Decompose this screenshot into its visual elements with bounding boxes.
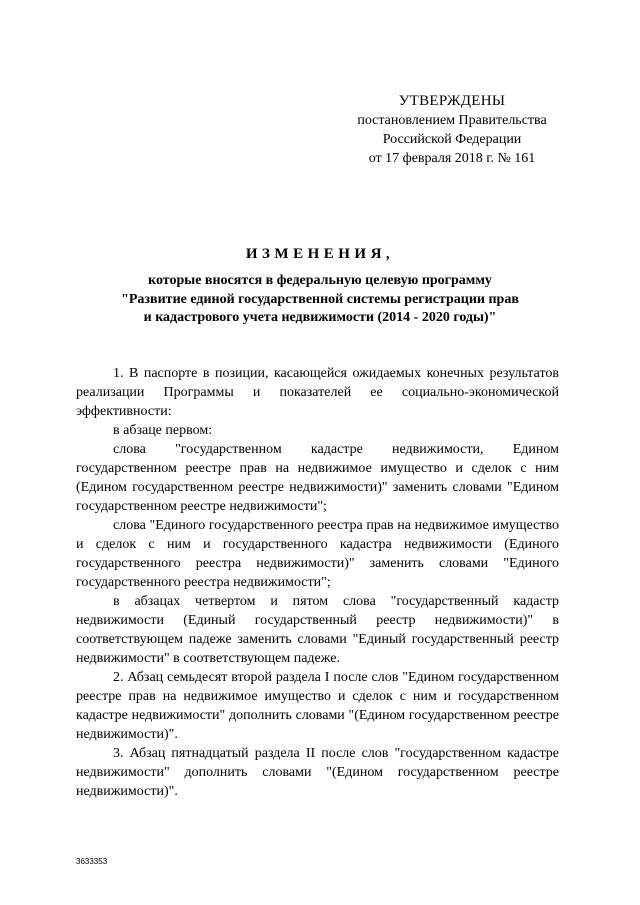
subtitle-line-1: которые вносятся в федеральную целевую программу — [148, 273, 492, 288]
approval-line-2: Российской Федерации — [382, 132, 522, 147]
paragraph-4: слова "Единого государственного реестра прав на недвижимое имущество и сделок с ним и государственного кадастра недвижимости (Единого государственного реестра недвижимости)" заменить словами "Единого государственного реестра недвижимости"; — [76, 518, 559, 590]
paragraph-6: 2. Абзац семьдесят второй раздела I после слов "Едином государственном реестре прав на недвижимое имущество и сделок с ним и государственном кадастре недвижимости" дополнить словами "(Едином государственном реестре недвижимости)". — [76, 670, 559, 742]
approval-title: УТВЕРЖДЕНЫ — [398, 93, 506, 109]
document-title-block — [60, 244, 580, 328]
approval-line-3: от 17 февраля 2018 г. № 161 — [368, 151, 536, 166]
paragraph-5: в абзацах четвертом и пятом слова "государственный кадастр недвижимости (Единый государственный реестр недвижимости)" в соответствующем падеже заменить словами "Единый государственный реестр недвижимости" в соответствующем падеже. — [76, 594, 559, 666]
subtitle-line-3: и кадастрового учета недвижимости (2014 - 2020 годы)" — [143, 310, 497, 325]
paragraph-3: слова "государственном кадастре недвижимости, Едином государственном реестре прав на недвижимое имущество и сделок с ним (Едином государственном реестре недвижимости)" заменить словами "Едином государственном реестре недвижимости"; — [76, 442, 559, 514]
subtitle-line-2: "Развитие единой государственной системы регистрации прав — [121, 291, 519, 307]
footer-document-code: 3633353 — [76, 857, 108, 866]
document-body — [76, 364, 559, 801]
paragraph-2: в абзаце первом: — [113, 423, 213, 438]
paragraph-7: 3. Абзац пятнадцатый раздела II после слов "государственном кадастре недвижимости" дополнить словами "(Едином государственном реестре недвижимости)". — [76, 746, 559, 799]
approval-line-1: постановлением Правительства — [357, 113, 547, 128]
document-heading: ИЗМЕНЕНИЯ, — [245, 246, 395, 262]
paragraph-1: 1. В паспорте в позиции, касающейся ожидаемых конечных результатов реализации Программы и показателей ее социально-экономической эффективности: — [76, 366, 559, 419]
approval-stamp — [336, 92, 568, 168]
